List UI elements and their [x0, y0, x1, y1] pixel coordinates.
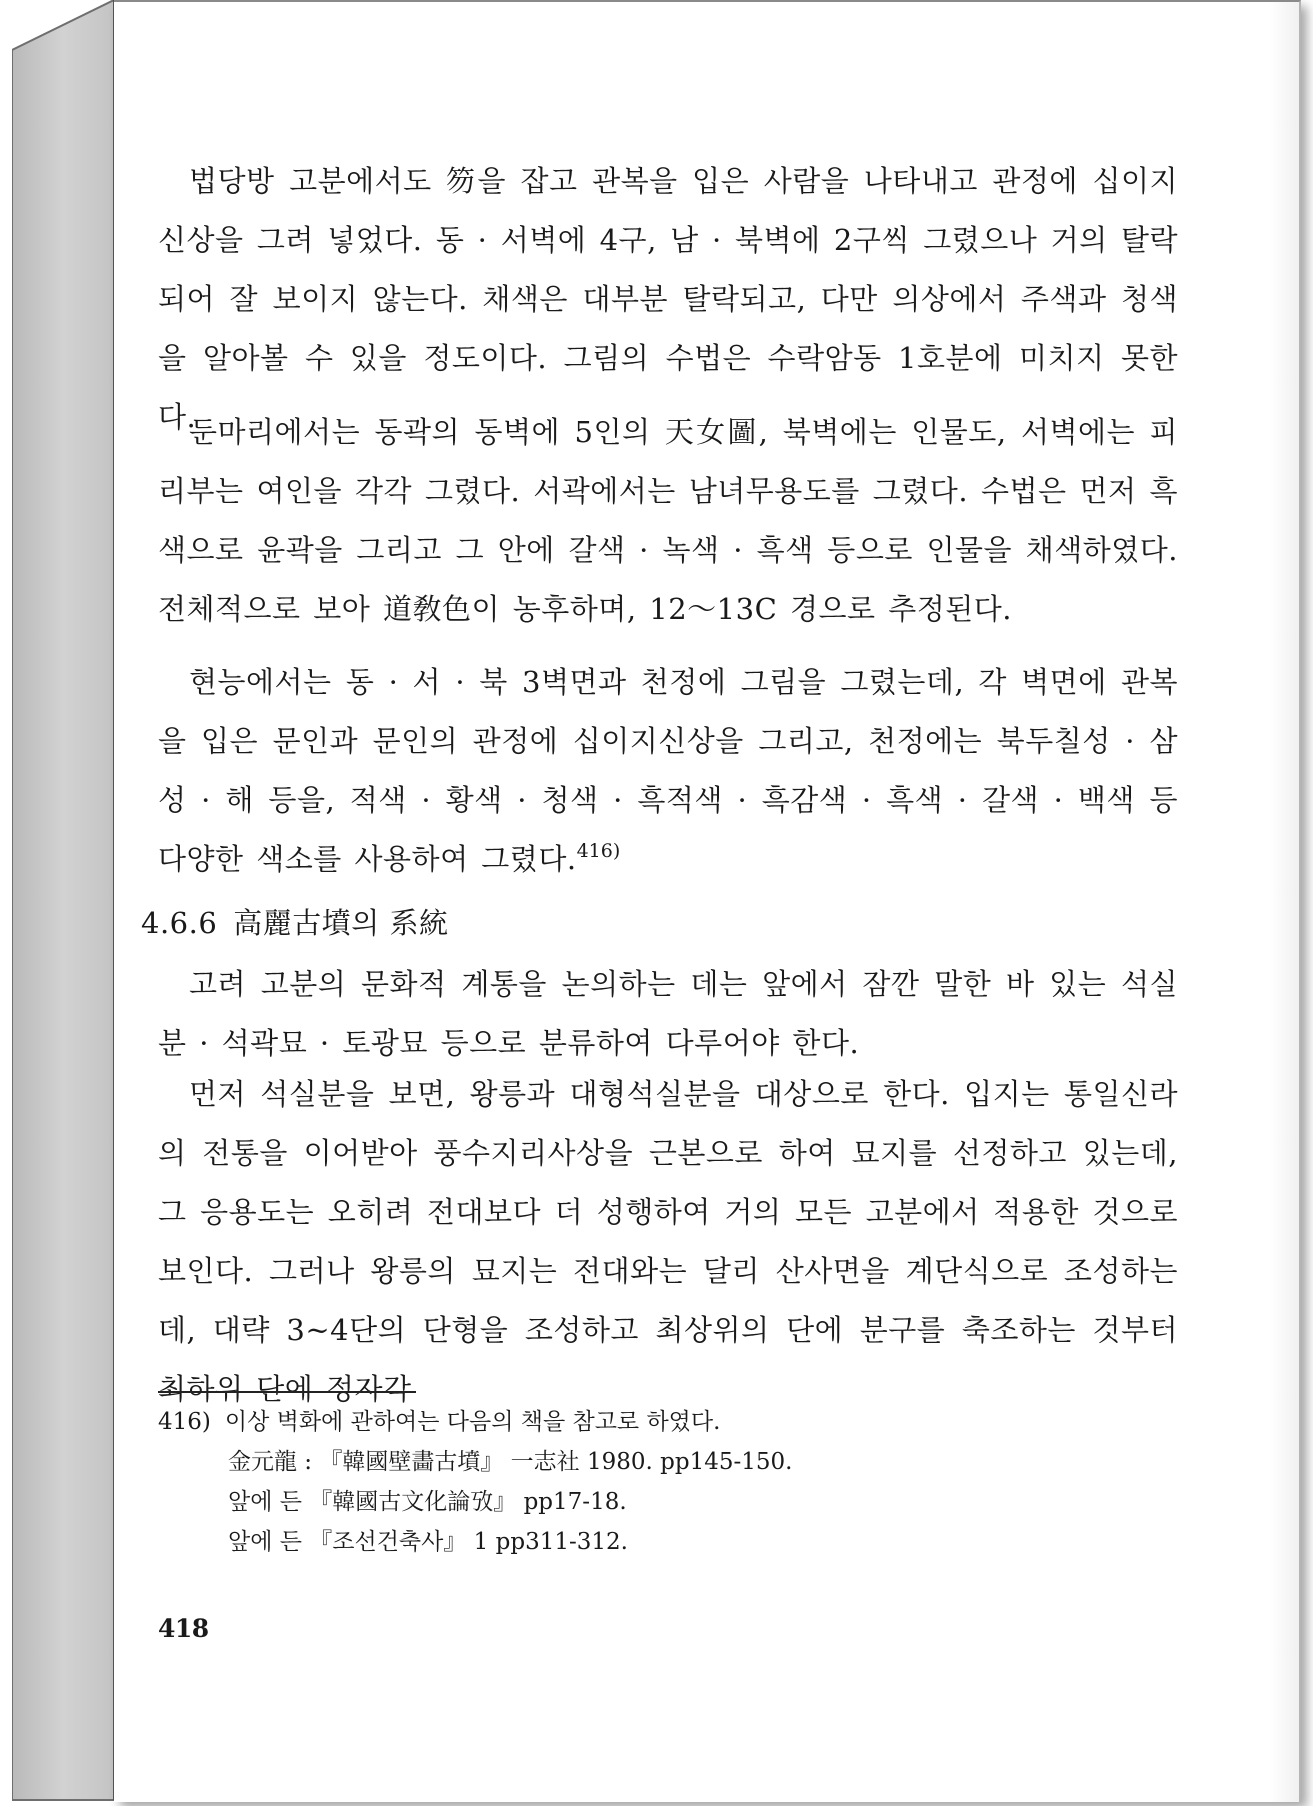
- footnote-main: [158, 1402, 1158, 1442]
- book-side-edge: [12, 0, 114, 1806]
- section-title: 高麗古墳의 系統: [233, 906, 449, 940]
- page-number: 418: [158, 1614, 209, 1643]
- paragraph-beopdangbang: 법당방 고분에서도 笏을 잡고 관복을 입은 사람을 나타내고 관정에 십이지신상을 그려 넣었다. 동 · 서벽에 4구, 남 · 북벽에 2구씩 그렸으나 거의 탈락되어 잘 보이지 않는다. 채색은 대부분 탈락되고, 다만 의상에서 주색과 청색을 알아볼 수 있을 정도이다. 그림의 수법은 수락암동 1호분에 미치지 못한다.: [158, 164, 1178, 434]
- paragraph-hyeonneung: [158, 653, 1178, 889]
- paragraph-hyeonneung-text: 현능에서는 동 · 서 · 북 3벽면과 천정에 그림을 그렸는데, 각 벽면에 관복을 입은 문인과 문인의 관정에 십이지신상을 그리고, 천정에는 북두칠성 · 삼성 · 해 등을, 적색 · 황색 · 청색 · 흑적색 · 흑감색 · 흑색 · 갈색 · 백색 등 다양한 색소를 사용하여 그렸다.: [158, 665, 1178, 876]
- footnote-divider: [158, 1391, 416, 1393]
- footnote-ref-item: 앞에 든 『韓國古文化論攷』 pp17-18.: [228, 1489, 627, 1515]
- footnote-reference: 416): [576, 840, 621, 862]
- footnotes: [158, 1402, 1158, 1562]
- section-number: 4.6.6: [141, 906, 218, 940]
- footnote-text: 이상 벽화에 관하여는 다음의 책을 참고로 하였다.: [224, 1409, 721, 1435]
- footnote-ref-item: 金元龍 : 『韓國壁畵古墳』 一志社 1980. pp145-150.: [228, 1449, 793, 1475]
- footnote-ref-item: 앞에 든 『조선건축사』 1 pp311-312.: [228, 1529, 628, 1555]
- page-edge-shade: [1269, 2, 1299, 1802]
- section-paragraph-stone-chamber: 먼저 석실분을 보면, 왕릉과 대형석실분을 대상으로 한다. 입지는 통일신라의 전통을 이어받아 풍수지리사상을 근본으로 하여 묘지를 선정하고 있는데, 그 응용도는 오히려 전대보다 더 성행하여 거의 모든 고분에서 적용한 것으로 보인다. 그러나 왕릉의 묘지는 전대와는 달리 산사면을 계단식으로 조성하는데, 대략 3~4단의 단형을 조성하고 최상위의 단에 분구를 축조하는 것부터 최하위 단에 정자각: [158, 1077, 1178, 1406]
- paragraph-dunmari: 둔마리에서는 동곽의 동벽에 5인의 天女圖, 북벽에는 인물도, 서벽에는 피리부는 여인을 각각 그렸다. 서곽에서는 남녀무용도를 그렸다. 수법은 먼저 흑색으로 윤곽을 그리고 그 안에 갈색 · 녹색 · 흑색 등으로 인물을 채색하였다. 전체적으로 보아 道敎色이 농후하며, 12～13C 경으로 추정된다.: [158, 415, 1178, 626]
- section-heading: [141, 902, 449, 944]
- footnote-number: 416): [158, 1409, 211, 1435]
- section-paragraph-intro: 고려 고분의 문화적 계통을 논의하는 데는 앞에서 잠깐 말한 바 있는 석실분 · 석곽묘 · 토광묘 등으로 분류하여 다루어야 한다.: [158, 967, 1178, 1060]
